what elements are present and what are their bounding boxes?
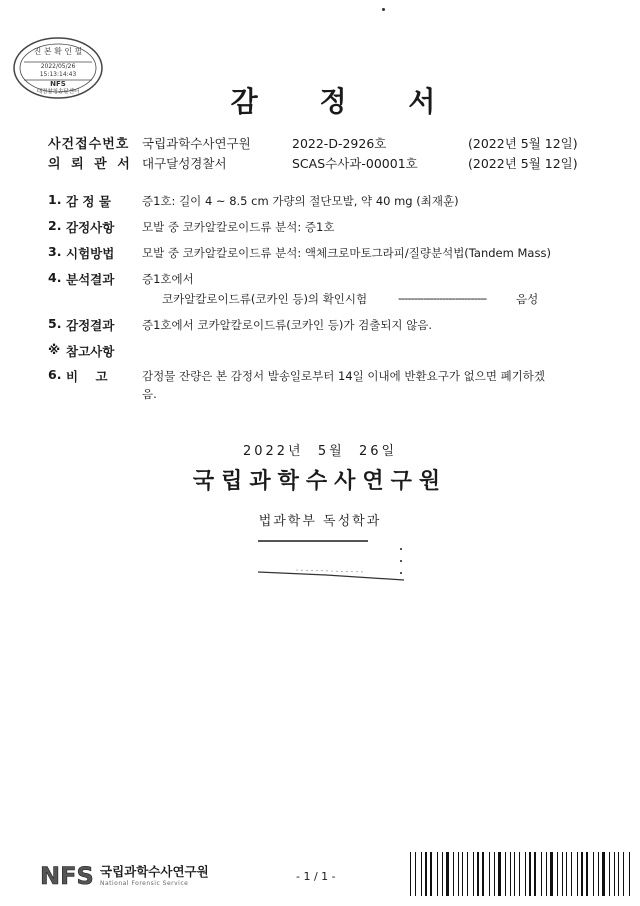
case-number-value: 2022-D-2926호 [292,136,387,151]
barcode-bar [442,852,443,896]
item-3-label: 시험방법 [66,246,115,261]
barcode-bar [498,852,501,896]
barcode-bar [577,852,578,896]
result-value: 음성 [516,292,539,306]
barcode-bar [581,852,583,896]
item-5-label: 감정결과 [66,318,115,333]
item-5-number: 5. [48,316,62,331]
result-test-name: 코카알칼로이드류(코카인 등)의 확인시험 [162,292,368,306]
item-6-number: 6. [48,367,62,382]
barcode-bar [494,852,495,896]
item-2-number: 2. [48,218,62,233]
item-6-label: 비 고 [66,369,108,384]
barcode-bar [629,852,630,896]
item-5-text: 증1호에서 코카알칼로이드류(코카인 등)가 검출되지 않음. [142,318,433,332]
barcode-bar [534,852,536,896]
barcode-bar [571,852,572,896]
barcode-bar [462,852,463,896]
speck [382,8,385,11]
speck [400,572,402,574]
barcode-bar [477,852,479,896]
stamp-bottom-text: 대검찰청송달센터 [36,89,80,95]
item-4-text: 증1호에서 [142,272,194,286]
speck [400,560,402,562]
footer-subtitle: National Forensic Service [100,880,189,887]
result-dashes: ---------------------------- [398,291,487,305]
item-6-text: 감정물 잔량은 본 감정서 발송일로부터 14일 이내에 반환요구가 없으면 폐기하겠 [142,369,546,383]
case-number-label: 사건접수번호 [48,137,130,152]
speck [400,548,402,550]
stamp-arc-text: 진 본 확 인 필 [33,47,83,56]
barcode-bar [618,852,619,896]
barcode-bar [410,852,411,896]
barcode-bar [482,852,484,896]
barcode-bar [453,852,454,896]
barcode-bar [541,852,542,896]
item-1-text: 증1호: 길이 4 ~ 8.5 cm 가량의 절단모발, 약 40 mg (최재훈) [142,194,459,208]
signature-line [256,566,406,590]
footer-institute-name: 국립과학수사연구원 [100,864,209,879]
barcode-bar [458,852,459,896]
barcode-bar [609,852,610,896]
stamp-line2: 15:13:14:43 [39,71,77,78]
item-2-text: 모발 중 코카알칼로이드류 분석: 증1호 [142,220,335,234]
barcode-bar [446,852,449,896]
item-6-text-continued: 음. [142,387,157,401]
requesting-office-number: SCAS수사과-00001호 [292,156,418,171]
barcode-bar [598,852,599,896]
item-4-label: 분석결과 [66,272,115,287]
barcode-bar [519,852,520,896]
barcode-bar [586,852,588,896]
item-3-number: 3. [48,244,62,259]
barcode-bar [602,852,605,896]
barcode-bar [546,852,547,896]
item-4-number: 4. [48,270,62,285]
requesting-office-date: (2022년 5월 12일) [468,156,578,171]
nfs-logo [40,860,98,894]
barcode-bar [550,852,553,896]
item-2-label: 감정사항 [66,220,115,235]
case-number-date: (2022년 5월 12일) [468,136,578,151]
barcode-bar [473,852,474,896]
barcode-bar [514,852,515,896]
barcode-bar [489,852,490,896]
barcode-bar [529,852,531,896]
requesting-office-label: 의 뢰 관 서 [48,157,133,172]
barcode [410,852,632,900]
barcode-bar [566,852,567,896]
stamp-line1: 2022/05/26 [40,63,76,70]
barcode-bar [415,852,416,896]
barcode-bar [614,852,615,896]
signature-mark-top [258,540,368,542]
document-title: 감 정 서 [230,85,462,118]
svg-text:NFS: NFS [40,862,94,890]
barcode-bar [505,852,506,896]
barcode-bar [437,852,438,896]
issue-date: 2022년 5월 26일 [242,444,398,459]
barcode-bar [525,852,526,896]
department-name: 법과학부 독성학과 [258,514,382,529]
note-marker: ※ [48,342,61,357]
case-number-agency: 국립과학수사연구원 [142,136,251,151]
barcode-bar [510,852,511,896]
barcode-bar [623,852,624,896]
item-1-label: 감 정 물 [66,194,111,209]
requesting-office-name: 대구달성경찰서 [142,156,227,171]
item-3-text: 모발 중 코카알칼로이드류 분석: 액체크로마토그라피/질량분석법(Tandem Mass) [142,246,551,260]
item-1-number: 1. [48,192,62,207]
barcode-bar [557,852,558,896]
barcode-bar [430,852,432,896]
barcode-bar [467,852,468,896]
page-number: - 1 / 1 - [296,870,336,883]
barcode-bar [593,852,594,896]
note-label: 참고사항 [66,344,115,359]
barcode-bar [562,852,563,896]
stamp-logo: NFS [50,80,66,88]
barcode-bar [425,852,427,896]
institute-name: 국립과학수사연구원 [192,469,448,494]
barcode-bar [421,852,422,896]
